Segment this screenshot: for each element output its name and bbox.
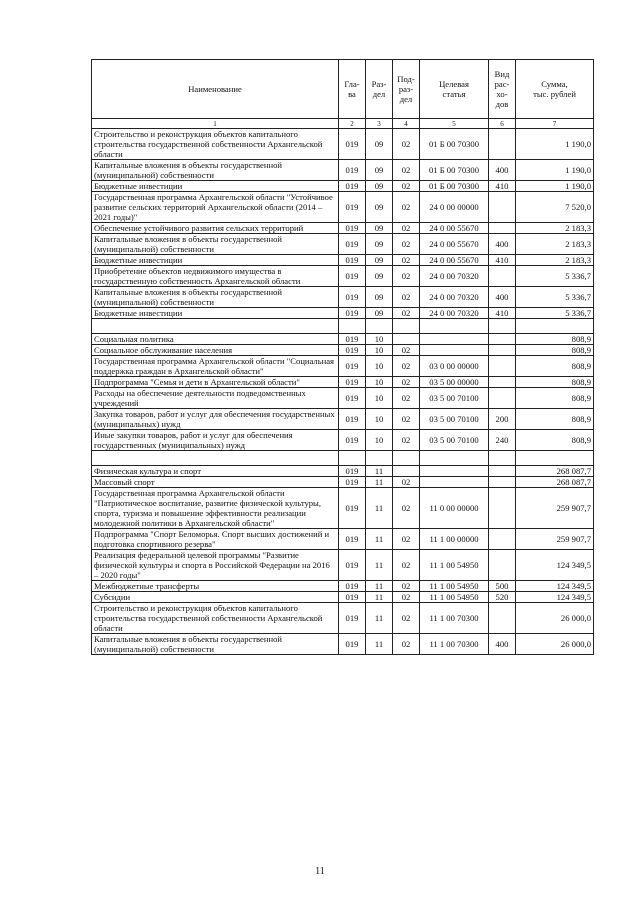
cell-glava: 019: [339, 377, 366, 388]
cell-target: 24 0 00 70320: [420, 308, 489, 319]
cell-glava: 019: [339, 634, 366, 655]
cell-glava: 019: [339, 181, 366, 192]
cell-razdel: 11: [366, 466, 393, 477]
col-header-razdel: Раз- дел: [366, 60, 393, 119]
budget-table: [91, 59, 594, 655]
col-index: 3: [366, 119, 393, 129]
empty-cell: [366, 451, 393, 466]
table-row: [92, 334, 594, 345]
cell-razdel: 11: [366, 581, 393, 592]
cell-razdel: 11: [366, 592, 393, 603]
cell-razdel: 11: [366, 477, 393, 488]
cell-target: 24 0 00 55670: [420, 234, 489, 255]
cell-vid: [489, 377, 516, 388]
cell-name: Капитальные вложения в объекты государственной (муниципальной) собственности: [92, 234, 339, 255]
cell-name: Приобретение объектов недвижимого имущества в государственную собственность Архангельской области: [92, 266, 339, 287]
cell-podrazdel: 02: [393, 488, 420, 529]
cell-podrazdel: 02: [393, 356, 420, 377]
cell-razdel: 09: [366, 223, 393, 234]
empty-cell: [489, 451, 516, 466]
cell-glava: 019: [339, 529, 366, 550]
cell-glava: 019: [339, 409, 366, 430]
cell-vid: [489, 603, 516, 634]
cell-sum: 1 190,0: [516, 160, 594, 181]
cell-name: Бюджетные инвестиции: [92, 181, 339, 192]
cell-podrazdel: 02: [393, 234, 420, 255]
col-header-glava: Гла- ва: [339, 60, 366, 119]
cell-sum: 1 190,0: [516, 129, 594, 160]
table-row: [92, 529, 594, 550]
cell-vid: [489, 334, 516, 345]
cell-razdel: 10: [366, 377, 393, 388]
cell-podrazdel: 02: [393, 592, 420, 603]
cell-glava: 019: [339, 581, 366, 592]
page-number: 11: [315, 866, 325, 877]
cell-razdel: 09: [366, 181, 393, 192]
cell-podrazdel: 02: [393, 581, 420, 592]
cell-name: Межбюджетные трансферты: [92, 581, 339, 592]
cell-glava: 019: [339, 234, 366, 255]
cell-sum: 2 183,3: [516, 234, 594, 255]
table-row: [92, 592, 594, 603]
table-spacer-row: [92, 451, 594, 466]
col-index: 2: [339, 119, 366, 129]
cell-razdel: 09: [366, 308, 393, 319]
table-row: [92, 129, 594, 160]
cell-vid: 500: [489, 581, 516, 592]
empty-cell: [420, 451, 489, 466]
table-row: [92, 466, 594, 477]
table-row: [92, 477, 594, 488]
cell-target: 24 0 00 55670: [420, 223, 489, 234]
cell-vid: 240: [489, 430, 516, 451]
header-row: [92, 60, 594, 119]
cell-target: 24 0 00 70320: [420, 266, 489, 287]
col-header-podrazdel: Под- раз- дел: [393, 60, 420, 119]
cell-name: Подпрограмма "Семья и дети в Архангельской области": [92, 377, 339, 388]
cell-razdel: 11: [366, 603, 393, 634]
empty-cell: [92, 451, 339, 466]
table-row: [92, 409, 594, 430]
cell-glava: 019: [339, 430, 366, 451]
col-header-vid: Вид рас- хо- дов: [489, 60, 516, 119]
cell-sum: 268 087,7: [516, 477, 594, 488]
cell-target: 03 0 00 00000: [420, 356, 489, 377]
cell-glava: 019: [339, 192, 366, 223]
col-header-sum: Сумма, тыс. рублей: [516, 60, 594, 119]
table-row: [92, 223, 594, 234]
cell-name: Физическая культура и спорт: [92, 466, 339, 477]
cell-target: [420, 334, 489, 345]
cell-podrazdel: [393, 334, 420, 345]
cell-target: 03 5 00 70100: [420, 430, 489, 451]
empty-cell: [516, 319, 594, 334]
cell-podrazdel: 02: [393, 266, 420, 287]
cell-sum: 26 000,0: [516, 603, 594, 634]
table-row: [92, 430, 594, 451]
cell-target: 03 5 00 70100: [420, 388, 489, 409]
cell-podrazdel: 02: [393, 308, 420, 319]
cell-razdel: 10: [366, 430, 393, 451]
cell-vid: [489, 223, 516, 234]
table-row: [92, 255, 594, 266]
cell-target: [420, 466, 489, 477]
cell-target: 11 1 00 54950: [420, 592, 489, 603]
table-row: [92, 388, 594, 409]
cell-target: 11 1 00 54950: [420, 581, 489, 592]
cell-name: Расходы на обеспечение деятельности подведомственных учреждений: [92, 388, 339, 409]
cell-podrazdel: 02: [393, 409, 420, 430]
cell-glava: 019: [339, 287, 366, 308]
cell-podrazdel: 02: [393, 388, 420, 409]
cell-vid: [489, 550, 516, 581]
cell-glava: 019: [339, 334, 366, 345]
cell-razdel: 10: [366, 334, 393, 345]
empty-cell: [366, 319, 393, 334]
empty-cell: [393, 451, 420, 466]
cell-name: Массовый спорт: [92, 477, 339, 488]
cell-vid: [489, 477, 516, 488]
cell-name: Бюджетные инвестиции: [92, 255, 339, 266]
cell-razdel: 09: [366, 287, 393, 308]
cell-sum: 7 520,0: [516, 192, 594, 223]
empty-cell: [339, 451, 366, 466]
cell-target: 03 5 00 70100: [420, 409, 489, 430]
cell-razdel: 09: [366, 129, 393, 160]
cell-glava: 019: [339, 488, 366, 529]
empty-cell: [339, 319, 366, 334]
cell-vid: [489, 466, 516, 477]
cell-sum: 26 000,0: [516, 634, 594, 655]
table-row: [92, 181, 594, 192]
table-row: [92, 234, 594, 255]
cell-target: 03 5 00 00000: [420, 377, 489, 388]
cell-vid: [489, 529, 516, 550]
cell-target: 11 1 00 00000: [420, 529, 489, 550]
table-body: [92, 129, 594, 655]
cell-vid: [489, 345, 516, 356]
cell-name: Государственная программа Архангельской области "Устойчивое развитие сельских территорий Архангельской области (2014 – 2021 годы)": [92, 192, 339, 223]
column-index-row: [92, 119, 594, 129]
cell-name: Иные закупки товаров, работ и услуг для обеспечения государственных (муниципальных) нужд: [92, 430, 339, 451]
cell-sum: 808,9: [516, 388, 594, 409]
cell-target: 01 Б 00 70300: [420, 160, 489, 181]
cell-glava: 019: [339, 129, 366, 160]
cell-sum: 5 336,7: [516, 266, 594, 287]
cell-sum: 268 087,7: [516, 466, 594, 477]
cell-glava: 019: [339, 477, 366, 488]
cell-target: 01 Б 00 70300: [420, 129, 489, 160]
cell-podrazdel: 02: [393, 223, 420, 234]
cell-target: [420, 345, 489, 356]
cell-glava: 019: [339, 345, 366, 356]
cell-razdel: 09: [366, 160, 393, 181]
table-row: [92, 287, 594, 308]
cell-vid: [489, 266, 516, 287]
cell-vid: 400: [489, 160, 516, 181]
cell-target: 11 0 00 00000: [420, 488, 489, 529]
cell-vid: [489, 388, 516, 409]
cell-podrazdel: 02: [393, 477, 420, 488]
cell-sum: 124 349,5: [516, 550, 594, 581]
col-index: 7: [516, 119, 594, 129]
cell-razdel: 10: [366, 388, 393, 409]
cell-vid: 400: [489, 234, 516, 255]
cell-name: Закупка товаров, работ и услуг для обеспечения государственных (муниципальных) нужд: [92, 409, 339, 430]
cell-sum: 2 183,3: [516, 255, 594, 266]
cell-podrazdel: 02: [393, 160, 420, 181]
table-row: [92, 356, 594, 377]
col-index: 1: [92, 119, 339, 129]
empty-cell: [516, 451, 594, 466]
col-index: 6: [489, 119, 516, 129]
cell-sum: 5 336,7: [516, 308, 594, 319]
cell-glava: 019: [339, 466, 366, 477]
cell-razdel: 09: [366, 192, 393, 223]
cell-glava: 019: [339, 388, 366, 409]
cell-name: Капитальные вложения в объекты государственной (муниципальной) собственности: [92, 287, 339, 308]
cell-podrazdel: 02: [393, 192, 420, 223]
cell-sum: 259 907,7: [516, 529, 594, 550]
empty-cell: [420, 319, 489, 334]
cell-name: Социальное обслуживание населения: [92, 345, 339, 356]
cell-razdel: 10: [366, 345, 393, 356]
cell-vid: 400: [489, 634, 516, 655]
cell-name: Строительство и реконструкция объектов капитального строительства государственной собственности Архангельской области: [92, 129, 339, 160]
cell-target: 24 0 00 70320: [420, 287, 489, 308]
table-row: [92, 550, 594, 581]
table-row: [92, 488, 594, 529]
cell-podrazdel: 02: [393, 255, 420, 266]
cell-podrazdel: 02: [393, 430, 420, 451]
cell-name: Государственная программа Архангельской области "Социальная поддержка граждан в Архангельской области": [92, 356, 339, 377]
cell-glava: 019: [339, 266, 366, 287]
cell-glava: 019: [339, 160, 366, 181]
cell-name: Социальная политика: [92, 334, 339, 345]
cell-name: Государственная программа Архангельской области "Патриотическое воспитание, развитие физической культуры, спорта, туризма и повышение эффективности реализации молодежной политики в Архангельской области": [92, 488, 339, 529]
empty-cell: [92, 319, 339, 334]
cell-name: Строительство и реконструкция объектов капитального строительства государственной собственности Архангельской области: [92, 603, 339, 634]
cell-razdel: 11: [366, 550, 393, 581]
cell-glava: 019: [339, 356, 366, 377]
cell-sum: 1 190,0: [516, 181, 594, 192]
col-index: 5: [420, 119, 489, 129]
table-row: [92, 308, 594, 319]
table-row: [92, 160, 594, 181]
cell-vid: 520: [489, 592, 516, 603]
cell-podrazdel: 02: [393, 345, 420, 356]
col-header-target: Целевая статья: [420, 60, 489, 119]
cell-podrazdel: 02: [393, 529, 420, 550]
cell-razdel: 11: [366, 529, 393, 550]
table-row: [92, 581, 594, 592]
cell-target: 24 0 00 00000: [420, 192, 489, 223]
cell-podrazdel: [393, 466, 420, 477]
cell-name: Подпрограмма "Спорт Беломорья. Спорт высших достижений и подготовка спортивного резерва": [92, 529, 339, 550]
cell-target: 24 0 00 55670: [420, 255, 489, 266]
cell-sum: 808,9: [516, 356, 594, 377]
cell-sum: 808,9: [516, 334, 594, 345]
cell-name: Бюджетные инвестиции: [92, 308, 339, 319]
cell-sum: 808,9: [516, 377, 594, 388]
cell-target: 11 1 00 70300: [420, 634, 489, 655]
cell-vid: 410: [489, 181, 516, 192]
cell-vid: [489, 356, 516, 377]
col-header-name: Наименование: [92, 60, 339, 119]
empty-cell: [393, 319, 420, 334]
cell-razdel: 11: [366, 634, 393, 655]
cell-sum: 808,9: [516, 409, 594, 430]
cell-glava: 019: [339, 223, 366, 234]
cell-vid: 200: [489, 409, 516, 430]
cell-razdel: 11: [366, 488, 393, 529]
table-row: [92, 377, 594, 388]
cell-sum: 808,9: [516, 430, 594, 451]
cell-vid: 410: [489, 255, 516, 266]
table-spacer-row: [92, 319, 594, 334]
cell-podrazdel: 02: [393, 634, 420, 655]
table-row: [92, 192, 594, 223]
cell-name: Обеспечение устойчивого развития сельских территорий: [92, 223, 339, 234]
cell-name: Капитальные вложения в объекты государственной (муниципальной) собственности: [92, 634, 339, 655]
cell-vid: 410: [489, 308, 516, 319]
cell-name: Субсидии: [92, 592, 339, 603]
table-row: [92, 634, 594, 655]
empty-cell: [489, 319, 516, 334]
cell-vid: [489, 488, 516, 529]
table-row: [92, 266, 594, 287]
cell-vid: 400: [489, 287, 516, 308]
cell-target: 01 Б 00 70300: [420, 181, 489, 192]
cell-razdel: 10: [366, 356, 393, 377]
cell-razdel: 09: [366, 266, 393, 287]
cell-razdel: 09: [366, 234, 393, 255]
col-index: 4: [393, 119, 420, 129]
cell-sum: 2 183,3: [516, 223, 594, 234]
cell-podrazdel: 02: [393, 181, 420, 192]
cell-target: 11 1 00 54950: [420, 550, 489, 581]
cell-podrazdel: 02: [393, 287, 420, 308]
cell-target: 11 1 00 70300: [420, 603, 489, 634]
cell-vid: [489, 192, 516, 223]
cell-podrazdel: 02: [393, 603, 420, 634]
cell-podrazdel: 02: [393, 377, 420, 388]
cell-glava: 019: [339, 255, 366, 266]
cell-podrazdel: 02: [393, 129, 420, 160]
cell-glava: 019: [339, 308, 366, 319]
table-row: [92, 345, 594, 356]
cell-target: [420, 477, 489, 488]
cell-razdel: 09: [366, 255, 393, 266]
cell-glava: 019: [339, 592, 366, 603]
cell-vid: [489, 129, 516, 160]
cell-sum: 259 907,7: [516, 488, 594, 529]
cell-podrazdel: 02: [393, 550, 420, 581]
cell-sum: 124 349,5: [516, 581, 594, 592]
cell-razdel: 10: [366, 409, 393, 430]
cell-glava: 019: [339, 550, 366, 581]
cell-sum: 5 336,7: [516, 287, 594, 308]
cell-glava: 019: [339, 603, 366, 634]
cell-name: Капитальные вложения в объекты государственной (муниципальной) собственности: [92, 160, 339, 181]
cell-name: Реализация федеральной целевой программы "Развитие физической культуры и спорта в Российской Федерации на 2016 – 2020 годы": [92, 550, 339, 581]
cell-sum: 124 349,5: [516, 592, 594, 603]
cell-sum: 808,9: [516, 345, 594, 356]
table-row: [92, 603, 594, 634]
